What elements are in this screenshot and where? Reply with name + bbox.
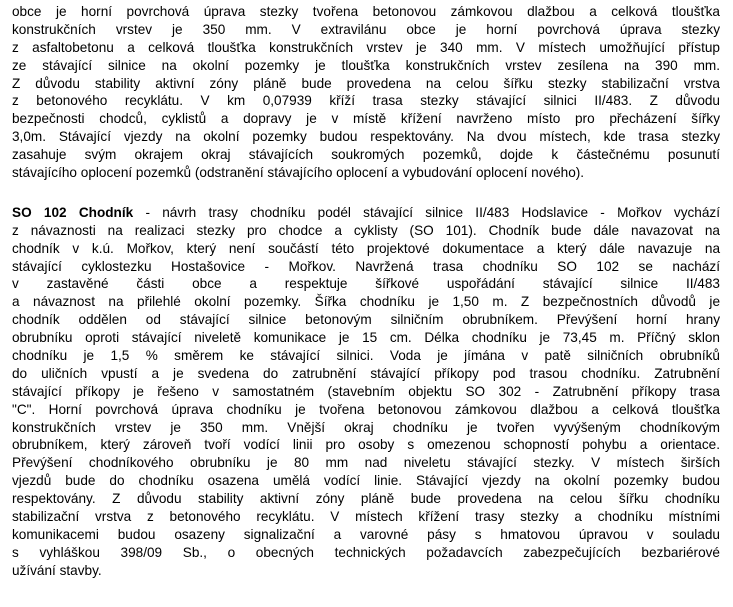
paragraph-line: obrubníku oproti stávající niveletě komunikace je 15 cm. Délka chodníku je 73,45 m. Příčný sklon [12, 330, 720, 346]
paragraph-line: ze stávající silnice na okolní pozemky je tloušťka konstrukčních vrstev zesílena na 390 mm. [12, 57, 720, 73]
paragraph-gap [12, 182, 720, 204]
paragraph-line: Z důvodu stability aktivní zóny pláně bude provedena na celou šířku stezky stabilizační vrstva [12, 75, 720, 91]
paragraph-line: Převýšení chodníkového obrubníku je 80 mm nad niveletu stávající stezky. V místech širších [12, 455, 720, 471]
paragraph-line: obrubníkem, který zároveň tvoří vodící linii pro osoby s omezenou schopností pohybu a orientace. [12, 437, 720, 453]
paragraph-line: stávající cyklostezku Hostašovice - Mořkov. Navržená trasa chodníku SO 102 se nachází [12, 258, 720, 274]
paragraph-line: chodník oddělen od stávající silnice betonovým silničním obrubníkem. Převýšení horní hrany [12, 312, 720, 328]
paragraph-line: konstrukčních vrstev je 350 mm. Vnější okraj chodníku je tvořen vyvýšeným chodníkovým [12, 419, 720, 435]
heading-line-text: - návrh trasy chodníku podél stávající silnice II/483 Hodslavice - Mořkov vychází [133, 204, 720, 220]
paragraph-line: stabilizační vrstva z betonového recyklátu. V místech křížení trasy stezky a chodníku místními [12, 509, 720, 525]
paragraph-so102 [12, 204, 720, 580]
paragraph-line: v zastavěné části obce a respektuje šířkové uspořádání stávající silnice II/483 [12, 276, 720, 292]
paragraph-line: z betonového recyklátu. V km 0,07939 kříží trasa stezky stávající silnici II/483. Z důvodu [12, 93, 720, 109]
paragraph-line [12, 204, 720, 222]
paragraph-line: zasahuje svým okrajem okraj stávajících soukromých pozemků, dojde k částečnému posunutí [12, 147, 720, 163]
paragraph-line: užívání stavby. [12, 562, 102, 578]
section-heading: SO 102 Chodník [12, 204, 134, 220]
document-page [12, 3, 720, 580]
paragraph-line: stávající příkopy je řešeno v samostatném (stavebním objektu SO 302 - Zatrubnění příkopy trasa [12, 383, 720, 399]
paragraph-line: z asfaltobetonu a celková tloušťka konstrukčních vrstev je 340 mm. V místech umožňující přístup [12, 39, 720, 55]
paragraph-line: chodník v k.ú. Mořkov, který není součástí této projektové dokumentace a který dále navazuje na [12, 240, 720, 256]
paragraph-line: obce je horní povrchová úprava stezky tvořena betonovou zámkovou dlažbou a celková tloušťka [12, 4, 720, 19]
paragraph-line: 3,0m. Stávající vjezdy na okolní pozemky budou respektovány. Na dvou místech, kde trasa stezky [12, 129, 720, 145]
paragraph-line: z návaznosti na realizaci stezky pro chodce a cyklisty (SO 101). Chodník bude dále navazovat na [12, 222, 720, 238]
paragraph-line: stávajícího oplocení pozemků (odstranění stávajícího oplocení a vybudování oplocení nového). [12, 165, 585, 181]
paragraph-line: bezpečnosti chodců, cyklistů a dopravy je v místě křížení navrženo místo pro přecházení šířky [12, 111, 720, 127]
paragraph-line: s vyhláškou 398/09 Sb., o obecných technických požadavcích zabezpečujících bezbariérové [12, 544, 720, 560]
paragraph-line: a návaznost na přilehlé okolní pozemky. Šířka chodníku je 1,50 m. Z bezpečnostních důvodů je [12, 294, 720, 310]
paragraph-line: do uličních vpustí a je svedena do zatrubnění stávající příkopy pod trasou chodníku. Zatrubnění [12, 365, 720, 381]
paragraph-line: "C". Horní povrchová úprava chodníku je tvořena betonovou zámkovou dlažbou a celková tloušťka [12, 401, 720, 417]
paragraph-line: chodníku je 1,5 % směrem ke stávající silnici. Voda je jímána v patě silničních obrubníků [12, 348, 720, 364]
paragraph-line: respektovány. Z důvodu stability aktivní zóny pláně bude provedena na celou šířku chodníku [12, 491, 720, 507]
paragraph-so101-continuation [12, 3, 720, 182]
paragraph-line: vjezdů bude do chodníku osazena umělá vodící linie. Stávající vjezdy na okolní pozemky budou [12, 473, 720, 489]
paragraph-line: komunikacemi budou osazeny signalizační a varovné pásy s hmatovou úpravou v souladu [12, 526, 720, 542]
paragraph-line: konstrukčních vrstev je 350 mm. V extravilánu obce je horní povrchová úprava stezky [12, 21, 720, 37]
